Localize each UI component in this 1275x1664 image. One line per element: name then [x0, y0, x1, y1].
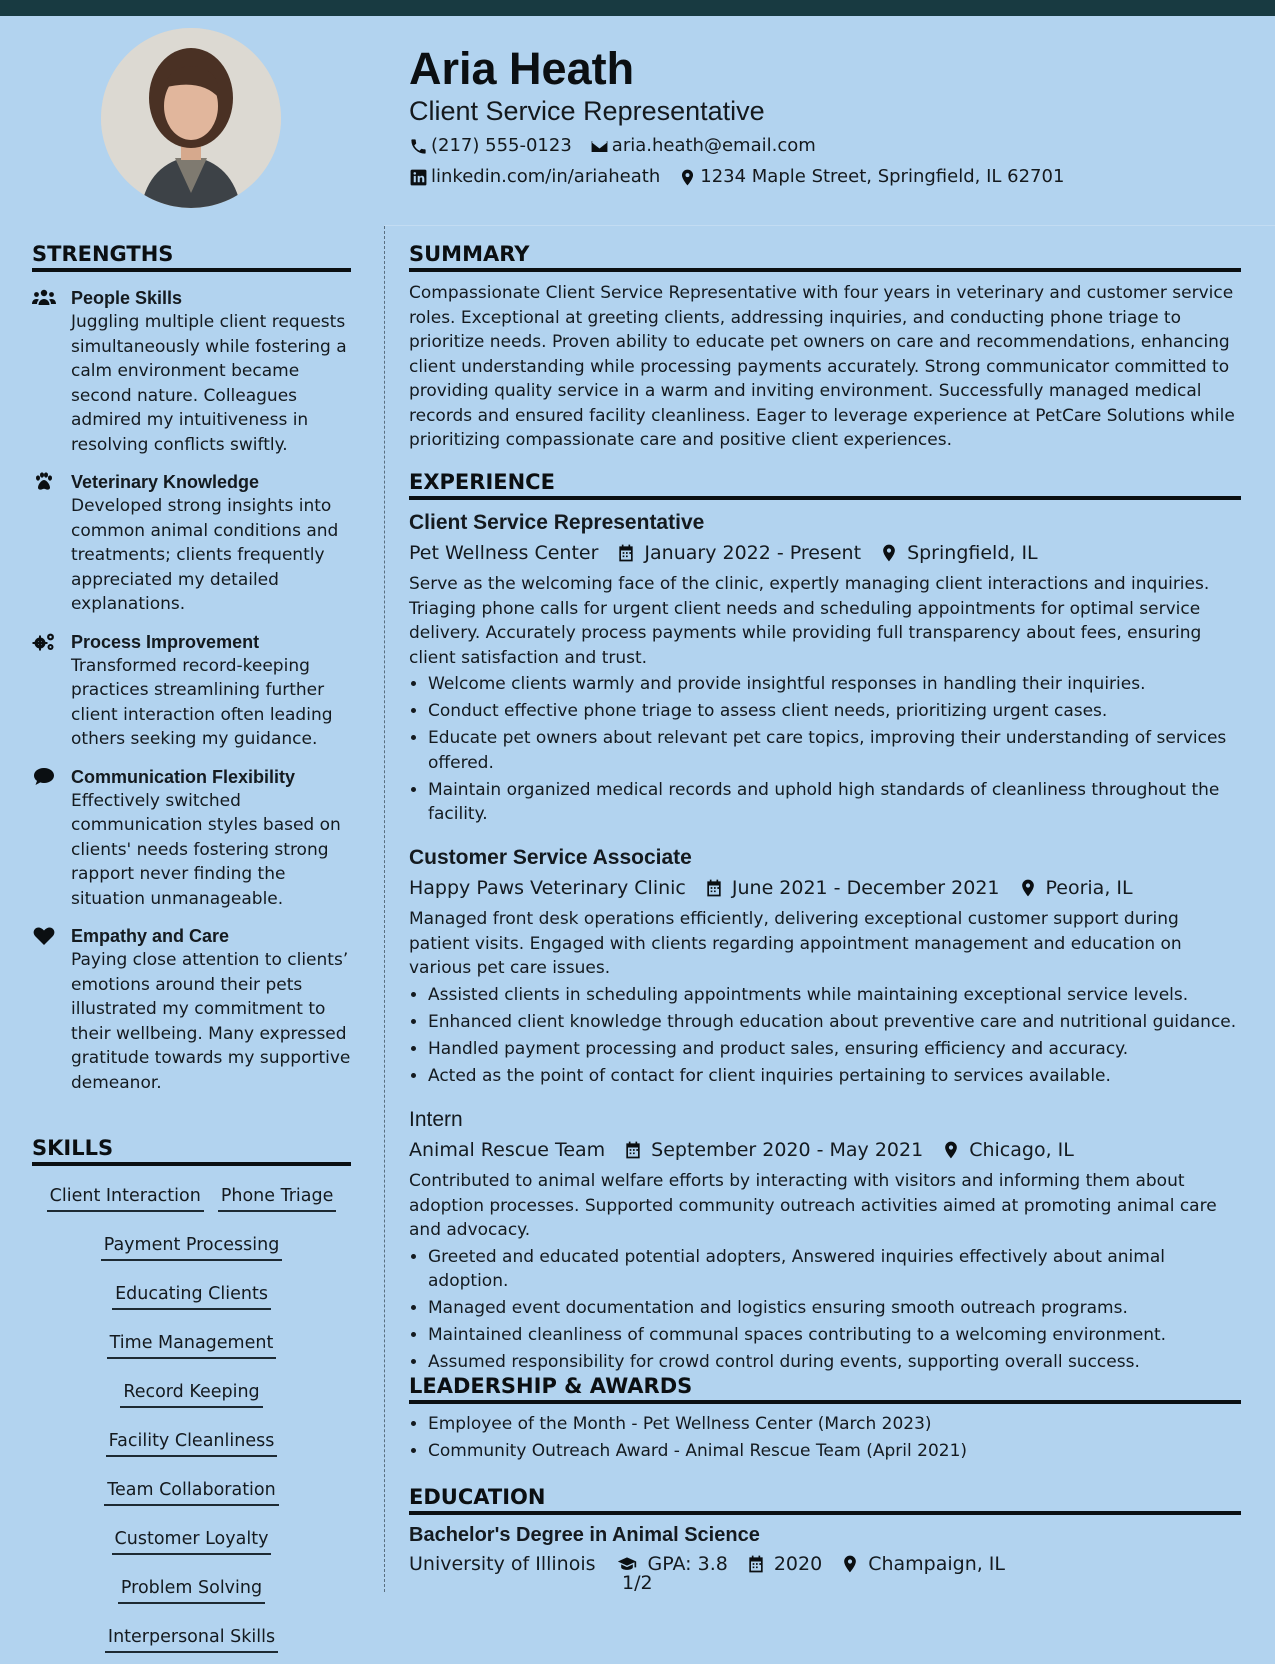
job-meta	[409, 875, 1241, 901]
job-bullet: • Assumed responsibility for crowd control during events, supporting overall success.	[428, 1350, 1241, 1375]
heart-icon	[32, 926, 56, 946]
job-location: Peoria, IL	[1045, 877, 1133, 899]
skill-tag: Educating Clients	[112, 1282, 271, 1310]
strength-desc: Transformed record-keeping practices streamlining further client interaction often leading others seeking my guidance.	[71, 655, 333, 749]
awards-heading: LEADERSHIP & AWARDS	[409, 1372, 1241, 1404]
gears-icon	[32, 632, 56, 652]
strength-item	[32, 765, 351, 912]
calendar-icon	[623, 1140, 643, 1160]
skill-tag: Interpersonal Skills	[105, 1625, 278, 1653]
awards-list	[409, 1412, 1241, 1464]
strength-desc: Juggling multiple client requests simultaneously while fostering a calm environment became second nature. Colleagues admired my intuitiveness in resolving conflicts swiftly.	[71, 312, 347, 455]
linkedin-icon	[409, 168, 428, 187]
email-contact[interactable]	[590, 134, 816, 158]
job-location: Chicago, IL	[969, 1139, 1074, 1161]
degree-title: Bachelor's Degree in Animal Science	[409, 1524, 760, 1546]
school-name: University of Illinois	[409, 1553, 596, 1575]
award-item: • Community Outreach Award - Animal Rescue Team (April 2021)	[428, 1439, 1241, 1464]
job-entry	[409, 844, 1241, 1091]
education-year-wrap	[746, 1551, 822, 1577]
linkedin-contact[interactable]	[409, 165, 660, 189]
job-bullets	[409, 672, 1241, 827]
job-meta	[409, 1137, 1241, 1163]
strength-name: Communication Flexibility	[71, 766, 296, 787]
job-description: Managed front desk operations efficiently, delivering exceptional customer support during patient visits. Engaged with clients regarding appointment management and education on various pet care issues.	[409, 909, 1182, 978]
summary-section	[409, 281, 1241, 453]
job-bullet: • Acted as the point of contact for client inquiries pertaining to services available.	[428, 1064, 1241, 1089]
skill-tag: Customer Loyalty	[112, 1527, 272, 1555]
address-contact	[678, 165, 1064, 189]
job-company: Animal Rescue Team	[409, 1139, 606, 1161]
job-bullet: • Welcome clients warmly and provide insightful responses in handling their inquiries.	[428, 672, 1241, 697]
job-company: Happy Paws Veterinary Clinic	[409, 877, 686, 899]
skill-tag: Client Interaction	[47, 1184, 204, 1212]
calendar-icon	[704, 878, 724, 898]
candidate-name: Aria Heath	[409, 43, 635, 94]
skill-tag: Time Management	[107, 1331, 277, 1359]
location-pin-icon	[941, 1140, 961, 1160]
skill-tag: Payment Processing	[101, 1233, 283, 1261]
strength-desc: Developed strong insights into common animal conditions and treatments; clients frequently appreciated my detailed explanations.	[71, 496, 339, 614]
job-dates-wrap	[704, 875, 1000, 901]
strength-item	[32, 630, 351, 752]
contact-row-1	[409, 134, 834, 158]
location-pin-icon	[1018, 878, 1038, 898]
top-bar	[0, 0, 1275, 16]
job-bullet: • Managed event documentation and logistics ensuring smooth outreach programs.	[428, 1296, 1241, 1321]
job-dates-wrap	[616, 540, 861, 566]
job-location-wrap	[879, 540, 1038, 566]
skill-tag: Problem Solving	[118, 1576, 265, 1604]
summary-heading: SUMMARY	[409, 240, 1241, 272]
job-bullet: • Enhanced client knowledge through education about preventive care and nutritional guidance.	[428, 1010, 1241, 1035]
job-bullet: • Assisted clients in scheduling appointments while maintaining exceptional service levels.	[428, 983, 1241, 1008]
strengths-heading: STRENGTHS	[32, 240, 351, 272]
email-text[interactable]: aria.heath@email.com	[611, 135, 816, 156]
job-bullet: • Greeted and educated potential adopters, Answered inquiries effectively about animal adoption.	[428, 1245, 1241, 1294]
skills-heading: SKILLS	[32, 1134, 351, 1166]
strength-name: Process Improvement	[71, 631, 260, 652]
location-pin-icon	[879, 543, 899, 563]
job-bullet: • Maintained cleanliness of communal spaces contributing to a welcoming environment.	[428, 1323, 1241, 1348]
job-bullet: • Maintain organized medical records and uphold high standards of cleanliness throughout the facility.	[428, 778, 1241, 827]
paw-icon	[32, 472, 56, 492]
award-item: • Employee of the Month - Pet Wellness Center (March 2023)	[428, 1412, 1241, 1437]
location-pin-icon	[678, 168, 697, 187]
job-bullet: • Conduct effective phone triage to assess client needs, prioritizing urgent cases.	[428, 699, 1241, 724]
graduation-cap-icon	[614, 1554, 640, 1574]
candidate-title: Client Service Representative	[409, 96, 765, 126]
education-year: 2020	[773, 1553, 823, 1575]
calendar-icon	[746, 1554, 766, 1574]
strength-name: Empathy and Care	[71, 926, 230, 946]
job-bullets	[409, 983, 1241, 1089]
chat-bubble-icon	[32, 767, 56, 787]
strength-desc: Paying close attention to clients’ emotions around their pets illustrated my commitment to their wellbeing. Many expressed gratitude towards my supportive demeanor.	[71, 950, 351, 1093]
strength-item	[32, 924, 351, 1095]
job-dates-wrap	[623, 1137, 923, 1163]
column-divider	[384, 226, 385, 1592]
envelope-icon	[590, 137, 609, 156]
phone-text: (217) 555-0123	[431, 135, 572, 156]
strength-name: People Skills	[71, 288, 183, 308]
linkedin-text[interactable]: linkedin.com/in/ariaheath	[431, 166, 661, 187]
job-location-wrap	[941, 1137, 1074, 1163]
strength-item	[32, 286, 351, 457]
job-location-wrap	[1018, 875, 1133, 901]
job-location: Springfield, IL	[907, 542, 1038, 564]
education-heading: EDUCATION	[409, 1483, 1241, 1515]
awards-section	[409, 1412, 1241, 1466]
skill-tag: Phone Triage	[218, 1184, 337, 1212]
education-section	[409, 1522, 1241, 1583]
skill-tag: Record Keeping	[120, 1380, 262, 1408]
location-pin-icon	[840, 1554, 860, 1574]
strengths-list	[32, 286, 351, 1108]
profile-photo	[101, 28, 281, 208]
strength-desc: Effectively switched communication styles based on clients' needs fostering strong rapport never finding the situation unmanageable.	[71, 790, 341, 909]
job-entry	[409, 1106, 1241, 1377]
job-title: Customer Service Associate	[409, 846, 692, 869]
header-divider	[384, 225, 1275, 226]
people-icon	[32, 288, 56, 308]
summary-text: Compassionate Client Service Representative with four years in veterinary and customer service roles. Exceptional at greeting clients, addressing inquiries, and conducting phone triage to prioritize needs. Proven ability to educate pet owners on care and recommendations, enhancing client understanding while processing payments accurately. Strong communicator committed to providing quality service in a warm and inviting environment. Successfully managed medical records and ensured facility cleanliness. Eager to leverage experience at PetCare Solutions while prioritizing compassionate care and positive client experiences.	[409, 283, 1235, 450]
job-dates: September 2020 - May 2021	[651, 1139, 924, 1161]
education-location-wrap	[840, 1551, 1005, 1577]
education-location: Champaign, IL	[868, 1553, 1006, 1575]
address-text: 1234 Maple Street, Springfield, IL 62701	[700, 166, 1065, 187]
job-company: Pet Wellness Center	[409, 542, 599, 564]
job-title: Client Service Representative	[409, 511, 705, 534]
job-description: Serve as the welcoming face of the clinic, expertly managing client interactions and inquiries. Triaging phone calls for urgent client needs and scheduling appointments for optimal service delivery. Accurately process payments while providing full transparency about fees, ensuring client satisfaction and trust.	[409, 574, 1210, 668]
job-entry	[409, 509, 1241, 829]
job-dates: January 2022 - Present	[644, 542, 862, 564]
page-number: 1/2	[622, 1572, 653, 1594]
strength-name: Veterinary Knowledge	[71, 472, 260, 492]
job-dates: June 2021 - December 2021	[731, 877, 1000, 899]
phone-icon	[409, 137, 428, 156]
strength-item	[32, 470, 351, 617]
job-bullet: • Handled payment processing and product sales, ensuring efficiency and accuracy.	[428, 1037, 1241, 1062]
job-bullets	[409, 1245, 1241, 1375]
education-meta	[409, 1551, 1241, 1577]
skill-tag: Team Collaboration	[104, 1478, 278, 1506]
calendar-icon	[616, 543, 636, 563]
avatar-portrait-image	[101, 28, 281, 208]
job-bullet: • Educate pet owners about relevant pet care topics, improving their understanding of services offered.	[428, 726, 1241, 775]
job-title: Intern	[409, 1108, 463, 1131]
experience-heading: EXPERIENCE	[409, 468, 1241, 500]
skills-list	[32, 1174, 351, 1664]
job-description: Contributed to animal welfare efforts by interacting with visitors and informing them about adoption processes. Supported community outreach activities aimed at promoting animal care and advocacy.	[409, 1171, 1217, 1240]
job-meta	[409, 540, 1241, 566]
skill-tag: Facility Cleanliness	[106, 1429, 278, 1457]
contact-row-2	[409, 165, 1082, 189]
phone-contact	[409, 134, 572, 158]
gpa-text: GPA: 3.8	[647, 1553, 728, 1575]
